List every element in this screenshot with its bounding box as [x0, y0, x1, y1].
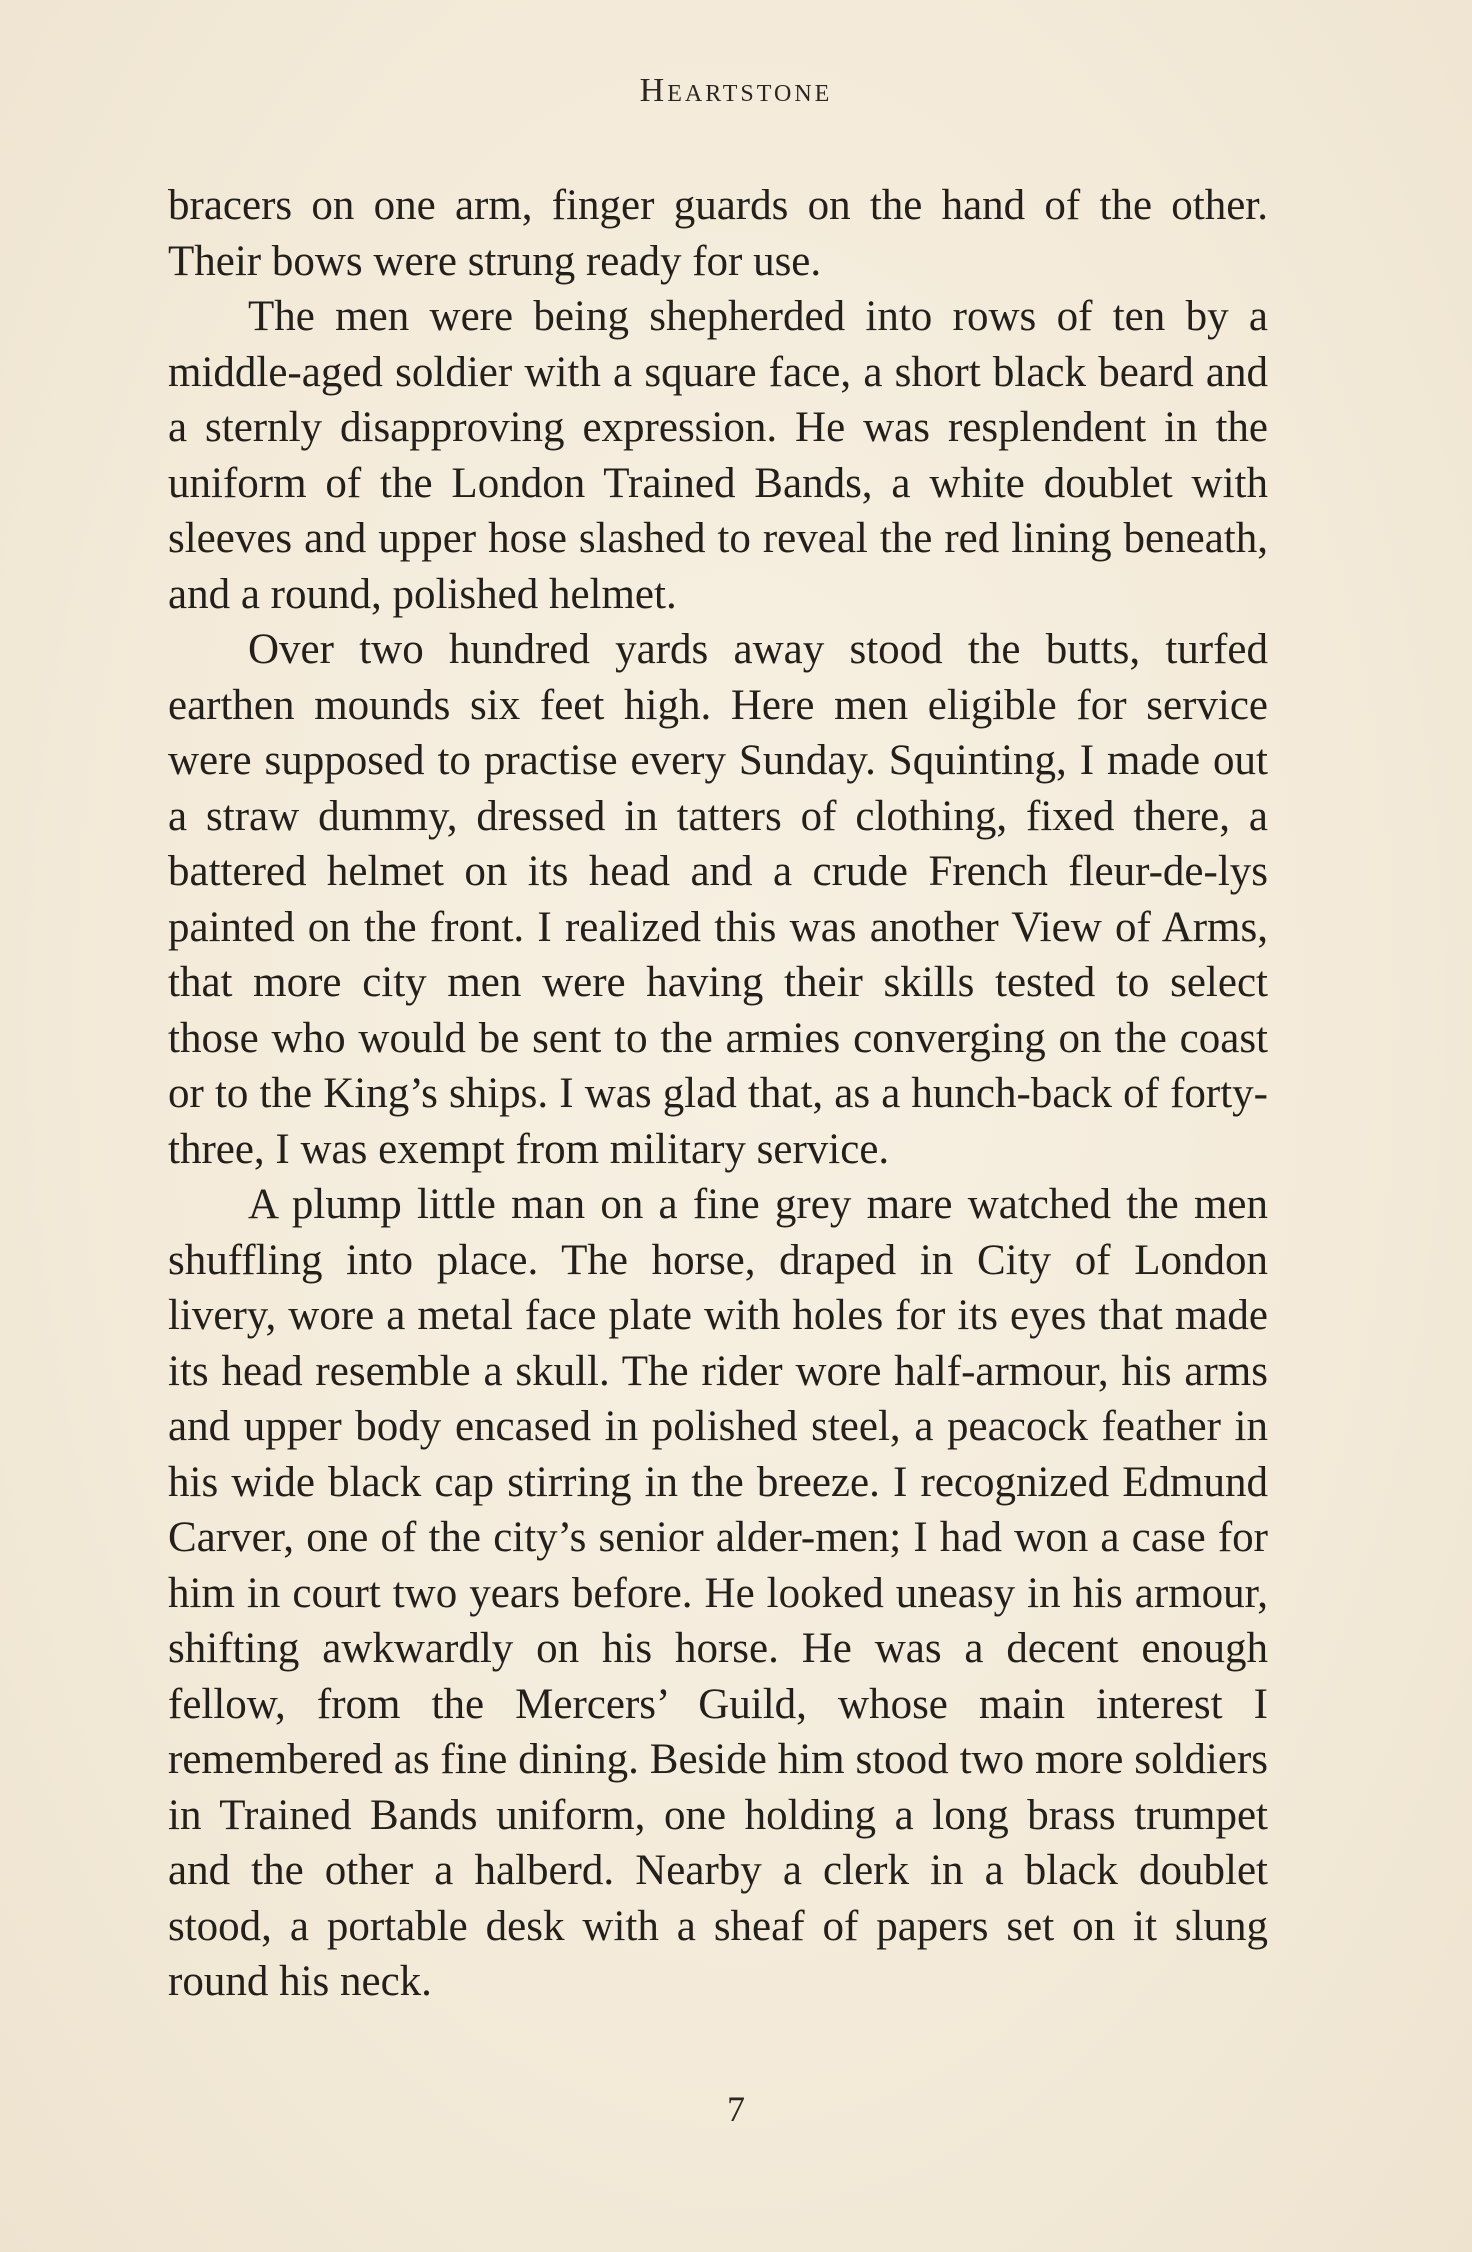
page-number: 7 [727, 2089, 745, 2129]
paragraph: A plump little man on a fine grey mare watched the men shuffling into place. The horse, draped in City of London livery, wore a metal face plate with holes for its eyes that made its head resemble a skull. The rider wore half-armour, his arms and upper body encased in polished steel, a peacock feather in his wide black cap stirring in the breeze. I recognized Edmund Carver, one of the city’s senior alder-men; I had won a case for him in court two years before. He looked uneasy in his armour, shifting awkwardly on his horse. He was a decent enough fellow, from the Mercers’ Guild, whose main interest I remembered as fine dining. Beside him stood two more soldiers in Trained Bands uniform, one holding a long brass trumpet and the other a halberd. Nearby a clerk in a black doublet stood, a portable desk with a sheaf of papers set on it slung round his neck. [168, 1181, 1268, 2005]
running-header: Heartstone [639, 72, 833, 109]
body-text [168, 178, 1268, 2010]
paragraph: bracers on one arm, finger guards on the hand of the other. Their bows were strung ready for use. [168, 182, 1268, 285]
paragraph: Over two hundred yards away stood the butts, turfed earthen mounds six feet high. Here men eligible for service were supposed to practise every Sunday. Squinting, I made out a straw dummy, dressed in tatters of clothing, fixed there, a battered helmet on its head and a crude French fleur-de-lys painted on the front. I realized this was another View of Arms, that more city men were having their skills tested to select those who would be sent to the armies converging on the coast or to the King’s ships. I was glad that, as a hunch-back of forty-three, I was exempt from military service. [168, 626, 1268, 1173]
paragraph: The men were being shepherded into rows of ten by a middle-aged soldier with a square face, a short black beard and a sternly disapproving expression. He was resplendent in the uniform of the London Trained Bands, a white doublet with sleeves and upper hose slashed to reveal the red lining beneath, and a round, polished helmet. [168, 293, 1268, 618]
